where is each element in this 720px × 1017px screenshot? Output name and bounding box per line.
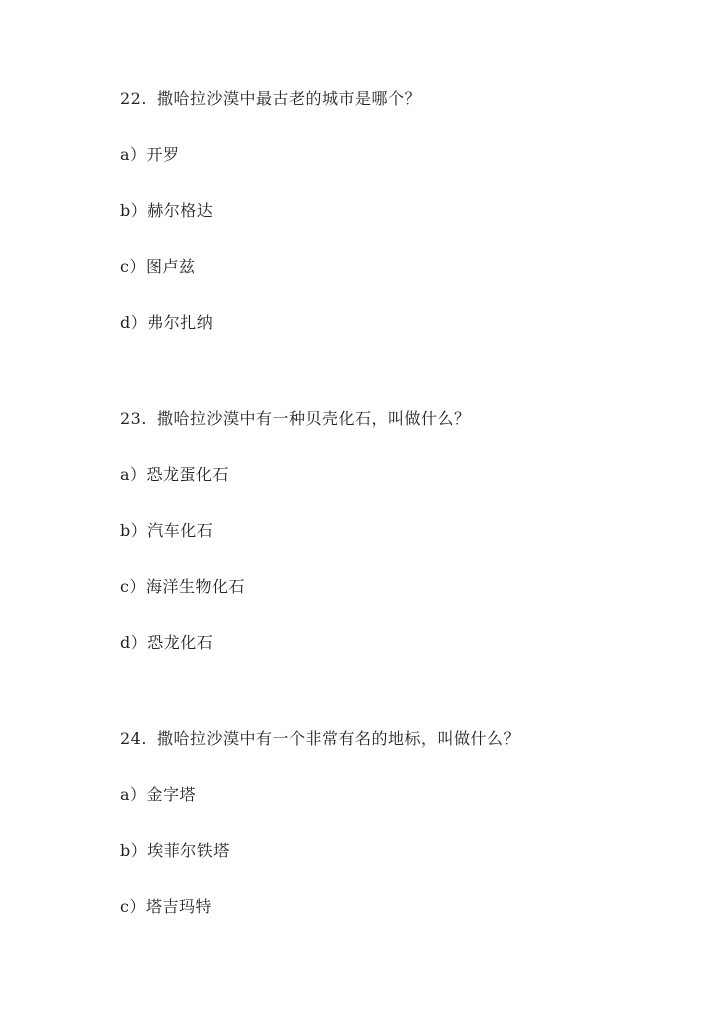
question-23 — [120, 409, 470, 429]
option-label: b） — [120, 201, 148, 220]
option-23-b — [120, 521, 213, 541]
option-23-d — [120, 633, 213, 653]
option-label: d） — [120, 633, 148, 652]
question-text: 撒哈拉沙漠中有一个非常有名的地标，叫做什么？ — [156, 729, 520, 748]
question-text: 撒哈拉沙漠中最古老的城市是哪个？ — [156, 89, 421, 108]
question-number: 24. — [120, 729, 147, 748]
option-text: 恐龙化石 — [147, 633, 214, 652]
option-label: b） — [120, 521, 148, 540]
option-label: a） — [120, 785, 147, 804]
option-label: d） — [120, 313, 148, 332]
option-text: 海洋生物化石 — [145, 577, 245, 596]
option-24-c — [120, 897, 212, 917]
option-23-c — [120, 577, 245, 597]
option-text: 埃菲尔铁塔 — [147, 841, 230, 860]
option-text: 图卢兹 — [145, 257, 196, 276]
option-24-b — [120, 841, 230, 861]
option-text: 弗尔扎纳 — [147, 313, 214, 332]
option-label: c） — [120, 257, 146, 276]
question-number: 22. — [120, 89, 147, 108]
option-text: 开罗 — [146, 145, 180, 164]
option-22-d — [120, 313, 213, 333]
option-text: 塔吉玛特 — [145, 897, 212, 916]
option-22-a — [120, 145, 180, 165]
question-number: 23. — [120, 409, 147, 428]
option-label: c） — [120, 577, 146, 596]
option-text: 恐龙蛋化石 — [146, 465, 230, 484]
option-label: a） — [120, 145, 147, 164]
option-label: b） — [120, 841, 148, 860]
question-24 — [120, 729, 520, 749]
option-24-a — [120, 785, 196, 805]
option-label: c） — [120, 897, 146, 916]
option-text: 金字塔 — [146, 785, 197, 804]
option-text: 赫尔格达 — [147, 201, 214, 220]
question-text: 撒哈拉沙漠中有一种贝壳化石，叫做什么？ — [156, 409, 471, 428]
question-22 — [120, 89, 421, 109]
option-text: 汽车化石 — [147, 521, 214, 540]
option-22-c — [120, 257, 195, 277]
option-label: a） — [120, 465, 147, 484]
option-23-a — [120, 465, 229, 485]
option-22-b — [120, 201, 213, 221]
